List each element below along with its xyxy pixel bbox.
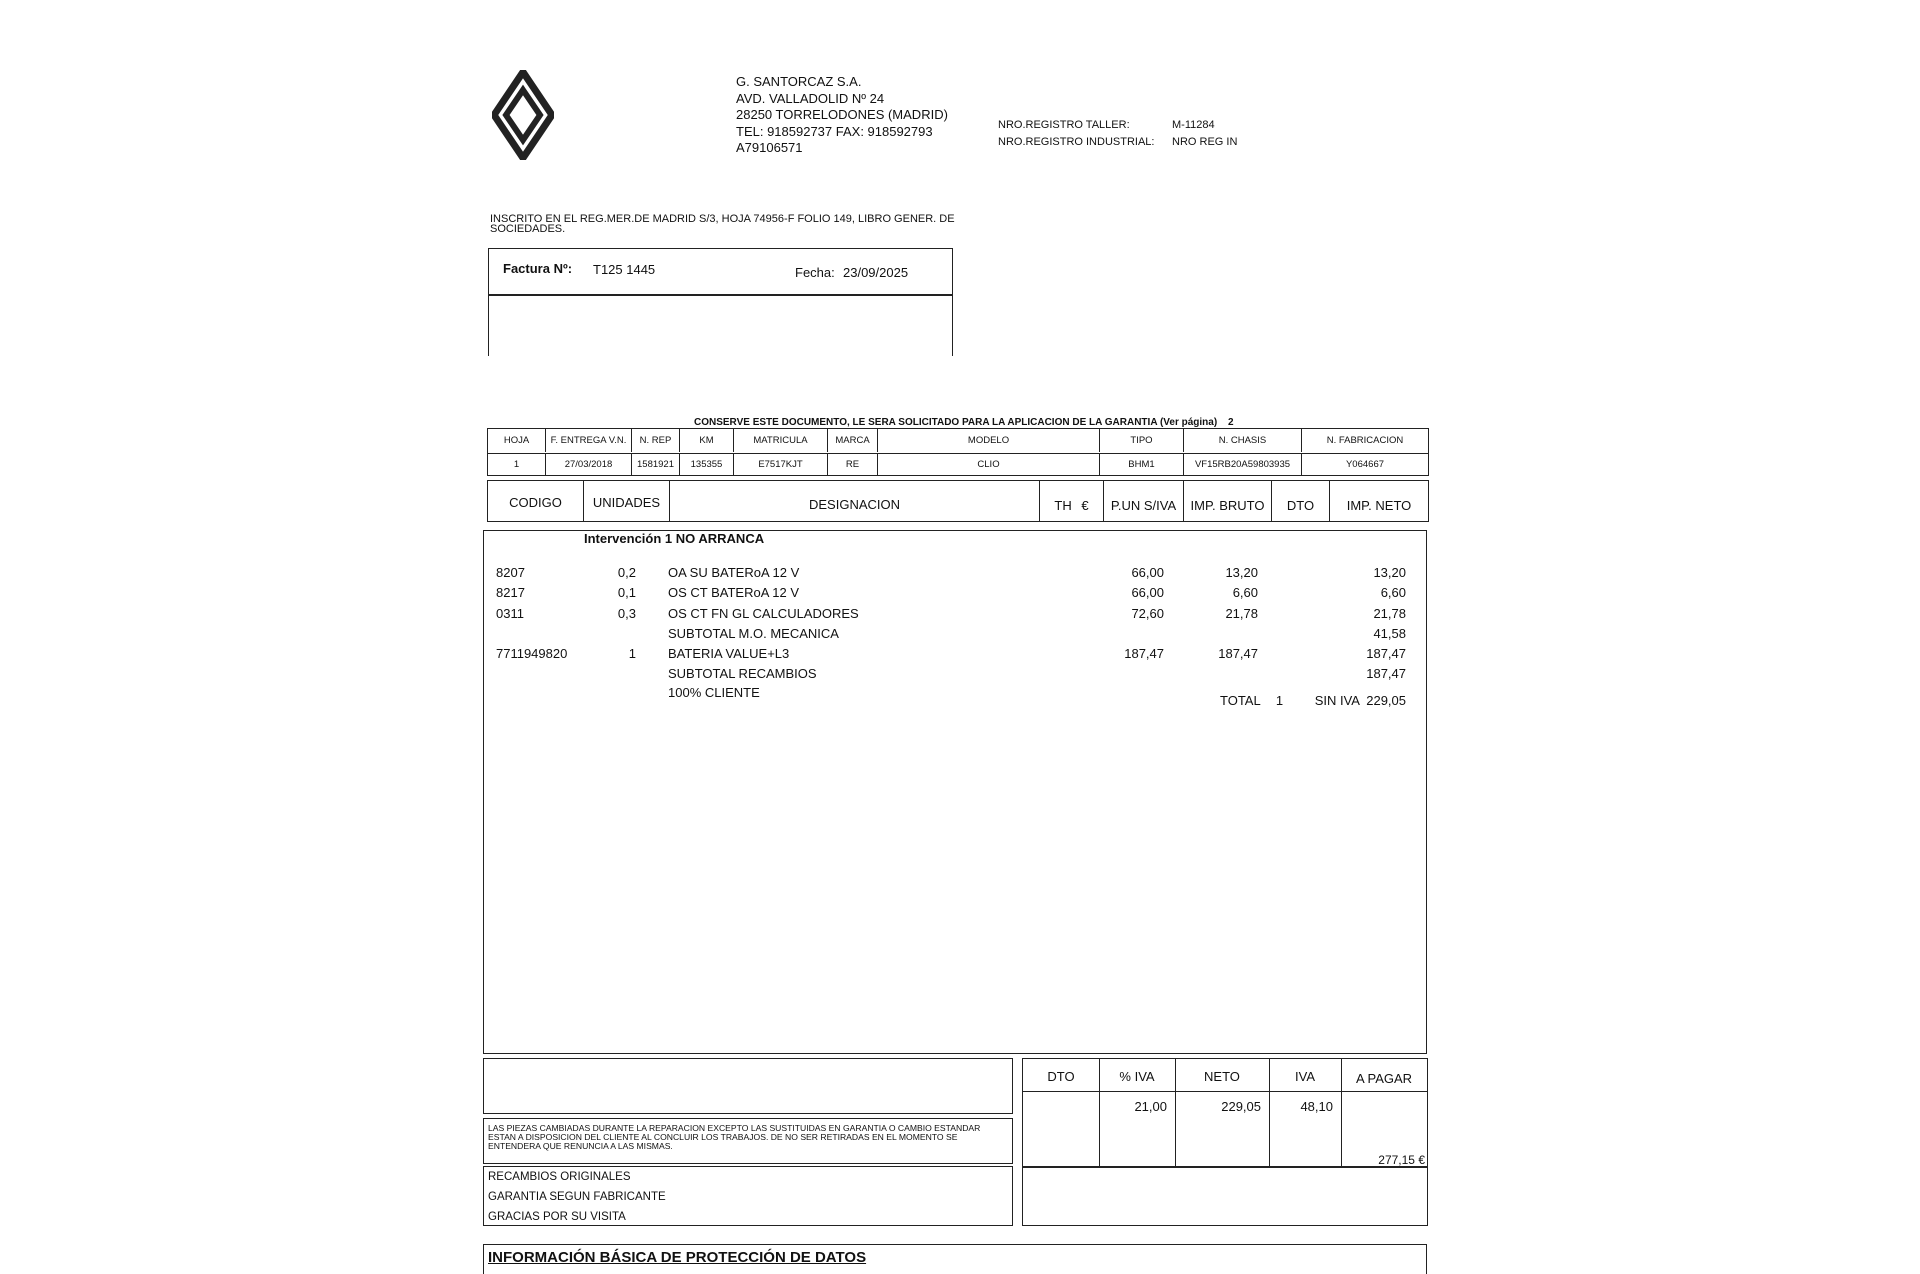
vehicle-value-cell: 1581921 [632,453,680,476]
col-unidades-label: UNIDADES [592,495,661,510]
vehicle-value-cell: E7517KJT [734,453,828,476]
warranty-note-text: CONSERVE ESTE DOCUMENTO, LE SERA SOLICITADO PARA LA APLICACION DE LA GARANTIA (Ver página) [694,417,1218,428]
intervention-title: Intervención 1 NO ARRANCA [584,531,765,546]
line-description: BATERIA VALUE+L3 [668,646,790,661]
line-imp-neto: 187,47 [1366,666,1406,681]
vehicle-value-cell: 1 [488,453,546,476]
totals-pct-iva-value: 21,00 [1134,1099,1167,1114]
totals-dto-header: DTO [1047,1069,1075,1084]
col-th [1040,481,1104,521]
renault-logo [492,70,554,160]
col-unidades [584,481,670,521]
line-description: 100% CLIENTE [668,685,760,700]
reg-taller-value: M-11284 [1172,119,1215,131]
footer-notes-box [483,1166,1013,1226]
company-city: 28250 TORRELODONES (MADRID) [736,107,948,122]
vehicle-header-cell: TIPO [1100,429,1184,452]
vehicle-header-cell: N. REP [632,429,680,452]
reg-taller-label: NRO.REGISTRO TALLER: [998,119,1130,131]
line-units: 0,2 [617,565,636,580]
vehicle-header-cell: N. FABRICACION [1326,435,1404,446]
vehicle-header-cell: MATRICULA [734,429,828,452]
warranty-page: 2 [1227,417,1234,428]
line-units: 0,3 [617,606,636,621]
line-imp-neto: 21,78 [1373,606,1406,621]
vehicle-header-cell: N. CHASIS [1184,429,1302,452]
privacy-box [483,1244,1427,1274]
totals-iva-value: 48,10 [1300,1099,1333,1114]
line-description: OA SU BATERoA 12 V [668,565,800,580]
col-imp-neto [1330,481,1428,521]
pieces-note-box [483,1118,1013,1164]
col-imp-bruto [1184,481,1272,521]
footer-note-2: GARANTIA SEGUN FABRICANTE [488,1191,666,1203]
totals-iva-header: IVA [1295,1069,1315,1084]
invoice-number-label: Factura Nº: [503,261,573,276]
line-unit-price: 66,00 [1131,585,1164,600]
vehicle-value-cell: BHM1 [1100,453,1184,476]
col-pun [1104,481,1184,521]
pieces-note: LAS PIEZAS CAMBIADAS DURANTE LA REPARACION EXCEPTO LAS SUSTITUIDAS EN GARANTIA O CAMBIO ESTANDAR ESTAN A DISPOSICION DEL CLIENTE AL CONCLUIR LOS TRABAJOS. DE NO SER RETIRADAS EN EL MOMENTO SE ENTENDERA QUE RENUNCIA A LAS MISMAS. [488,1123,981,1152]
line-imp-neto: 41,58 [1373,626,1406,641]
registry-numbers [998,117,1237,151]
lines-header [487,480,1429,522]
reg-industrial-label: NRO.REGISTRO INDUSTRIAL: [998,136,1155,148]
col-imp-neto-label: IMP. NETO [1346,498,1412,513]
line-units: 1 [628,646,636,661]
line-imp-bruto: 21,78 [1225,606,1258,621]
line-imp-neto: 13,20 [1373,565,1406,580]
line-description: OS CT BATERoA 12 V [668,585,800,600]
line-code: 8217 [496,585,525,600]
line-code: 0311 [496,606,524,621]
line-units: 0,1 [617,585,636,600]
line-imp-bruto: 13,20 [1225,565,1258,580]
line-description: SUBTOTAL RECAMBIOS [668,666,817,681]
vehicle-value-cell: Y064667 [1345,459,1385,470]
line-unit-price: 187,47 [1124,646,1164,661]
vehicle-header-cell: KM [680,429,734,452]
line-unit-price: 72,60 [1131,606,1164,621]
vehicle-value-cell: CLIO [878,453,1100,476]
col-dto [1272,481,1330,521]
line-imp-neto: 187,47 [1366,646,1406,661]
col-th-label: TH [1054,498,1072,513]
totals-neto-header: NETO [1204,1069,1240,1084]
line-description: OS CT FN GL CALCULADORES [668,606,859,621]
vehicle-value-cell: 135355 [680,453,734,476]
reg-industrial-value: NRO REG IN [1172,136,1238,148]
line-code: 8207 [496,565,525,580]
total-label: TOTAL [1220,693,1261,708]
vehicle-header-cell: F. ENTREGA V.N. [546,429,632,452]
col-designacion-label: DESIGNACION [808,497,900,512]
col-pun-label: P.UN S/IVA [1110,498,1177,513]
totals-neto-value: 229,05 [1221,1099,1261,1114]
col-currency-label: € [1081,498,1089,513]
col-codigo [488,481,584,521]
vehicle-table [487,428,1429,476]
invoice-number-value: T125 1445 [593,262,656,277]
col-imp-bruto-label: IMP. BRUTO [1190,498,1265,513]
vehicle-value-cell: 27/03/2018 [546,453,632,476]
totals-pct-iva-header: % IVA [1119,1069,1155,1084]
privacy-title: INFORMACIÓN BÁSICA DE PROTECCIÓN DE DATOS [488,1249,867,1266]
totals-a-pagar-value: 277,15 € [1378,1153,1425,1167]
totals-box [1022,1058,1428,1168]
line-imp-neto: 6,60 [1380,585,1406,600]
client-box [488,294,953,356]
invoice-date-label: Fecha: [795,265,835,280]
line-code: 7711949820 [496,646,568,661]
vehicle-value-cell: RE [828,453,878,476]
company-header [736,74,948,157]
col-dto-label: DTO [1286,498,1315,513]
line-imp-bruto: 6,60 [1232,585,1258,600]
company-phone: TEL: 918592737 FAX: 918592793 [736,123,933,139]
col-codigo-label: CODIGO [509,495,562,510]
footer-note-1: RECAMBIOS ORIGINALES [488,1171,631,1183]
footer-note-3: GRACIAS POR SU VISITA [488,1211,626,1223]
totals-a-pagar-header: A PAGAR [1355,1071,1413,1086]
line-unit-price: 66,00 [1131,565,1164,580]
vehicle-header-cell: MARCA [828,429,878,452]
invoice-date-value: 23/09/2025 [843,265,909,280]
lines-body [483,530,1427,1054]
registry-note: INSCRITO EN EL REG.MER.DE MADRID S/3, HOJA 74956-F FOLIO 149, LIBRO GENER. DE SOCIEDADES. [490,213,955,235]
invoice-number-box [488,248,953,296]
vehicle-value-cell: VF15RB20A59803935 [1184,453,1302,476]
col-designacion [670,481,1040,521]
totals-lower-box [1022,1166,1428,1226]
company-address: AVD. VALLADOLID Nº 24 [736,90,885,106]
company-name: G. SANTORCAZ S.A. [736,74,862,89]
warranty-note [694,417,1234,428]
total-suffix: SIN IVA [1314,693,1360,708]
total-value: 229,05 [1366,693,1406,708]
line-description: SUBTOTAL M.O. MECANICA [668,626,839,641]
total-num: 1 [1275,693,1284,708]
vehicle-header-cell: MODELO [878,429,1100,452]
company-tax-id: A79106571 [736,140,803,155]
blank-note-box [483,1058,1013,1114]
line-imp-bruto: 187,47 [1218,646,1258,661]
vehicle-header-cell: HOJA [488,429,546,452]
